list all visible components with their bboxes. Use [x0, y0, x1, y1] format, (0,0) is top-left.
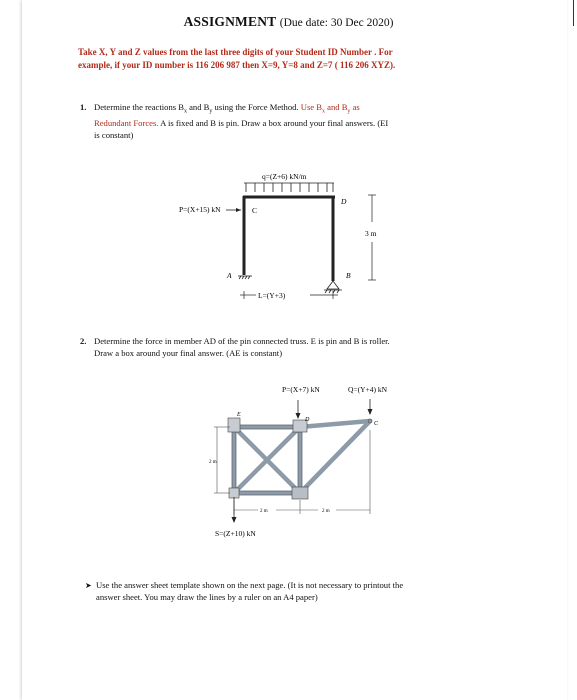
question-2-number: 2.	[80, 336, 87, 346]
title-main: ASSIGNMENT	[183, 14, 277, 29]
truss-label-e: E	[237, 412, 241, 418]
question-1-line-3: is constant)	[94, 129, 134, 140]
frame-load-q-label: q=(Z+6) kN/m	[262, 172, 307, 181]
instructions-line-1: Take X, Y and Z values from the last three digits of your Student ID Number . For	[78, 47, 393, 57]
truss-load-q-arrowhead	[368, 409, 373, 415]
joint-c-pin	[368, 419, 372, 423]
truss-height-label: 2 m	[209, 460, 217, 465]
q1-red-a: Use B	[300, 102, 322, 112]
question-1-number: 1.	[80, 102, 87, 112]
note-line-2: answer sheet. You may draw the lines by a ruler on an A4 paper)	[96, 591, 318, 602]
q1-text-a: Determine the reactions B	[94, 102, 184, 112]
q1-red-sub-x: x	[321, 108, 325, 115]
joint-bottom-left-plate	[229, 488, 239, 498]
truss-load-s-arrowhead	[232, 517, 237, 523]
q1-red-sub-y: y	[347, 108, 351, 115]
q1-sub-y: y	[209, 108, 213, 115]
instructions-line-2: example, if your ID number is 116 206 987 then X=9, Y=8 and Z=7 ( 116 206 XYZ).	[78, 60, 396, 70]
q1-red-redundant: Redundant Forces.	[94, 118, 159, 129]
truss-load-p-label: P=(X+7) kN	[282, 385, 320, 394]
frame-label-b: B	[346, 271, 351, 280]
truss-label-d: D	[305, 417, 310, 423]
truss-load-q-label: Q=(Y+4) kN	[348, 385, 388, 394]
note-line-1: Use the answer sheet template shown on the next page. (It is not necessary to printout the	[96, 580, 404, 590]
q1-text-c: using the Force Method.	[212, 102, 301, 112]
frame-height-label: 3 m	[365, 229, 377, 238]
truss-width-label-1: 2 m	[260, 509, 268, 514]
frame-label-a: A	[227, 271, 232, 280]
truss-load-p-arrowhead	[296, 413, 301, 419]
q1-text-b: and B	[186, 102, 210, 112]
truss-width-label-2: 2 m	[322, 509, 330, 514]
question-2-line-1: Determine the force in member AD of the pin connected truss. E is pin and B is roller.	[94, 336, 390, 346]
q1-red-b: and B	[324, 102, 348, 112]
truss-load-s-label: S=(Z+10) kN	[215, 529, 256, 538]
frame-label-d: D	[341, 197, 347, 206]
joint-e-plate	[228, 418, 240, 432]
q1-red-c: as	[350, 102, 360, 112]
question-2-line-2: Draw a box around your final answer. (AE is constant)	[94, 347, 283, 358]
q1-sub-x: x	[183, 108, 187, 115]
frame-load-p-label: P=(X+15) kN	[179, 205, 221, 214]
joint-bottom-plate	[292, 487, 308, 499]
frame-length-label: L=(Y+3)	[258, 291, 286, 300]
frame-label-c: C	[252, 206, 258, 215]
answer-sheet-note	[85, 580, 501, 603]
truss-label-c: C	[374, 421, 379, 427]
q1-line-2-rest: A is fixed and B is pin. Draw a box around your final answers. (EI	[158, 118, 389, 129]
bullet-arrow-icon: ➤	[85, 581, 92, 590]
title-due-date: (Due date: 30 Dec 2020)	[279, 17, 394, 29]
